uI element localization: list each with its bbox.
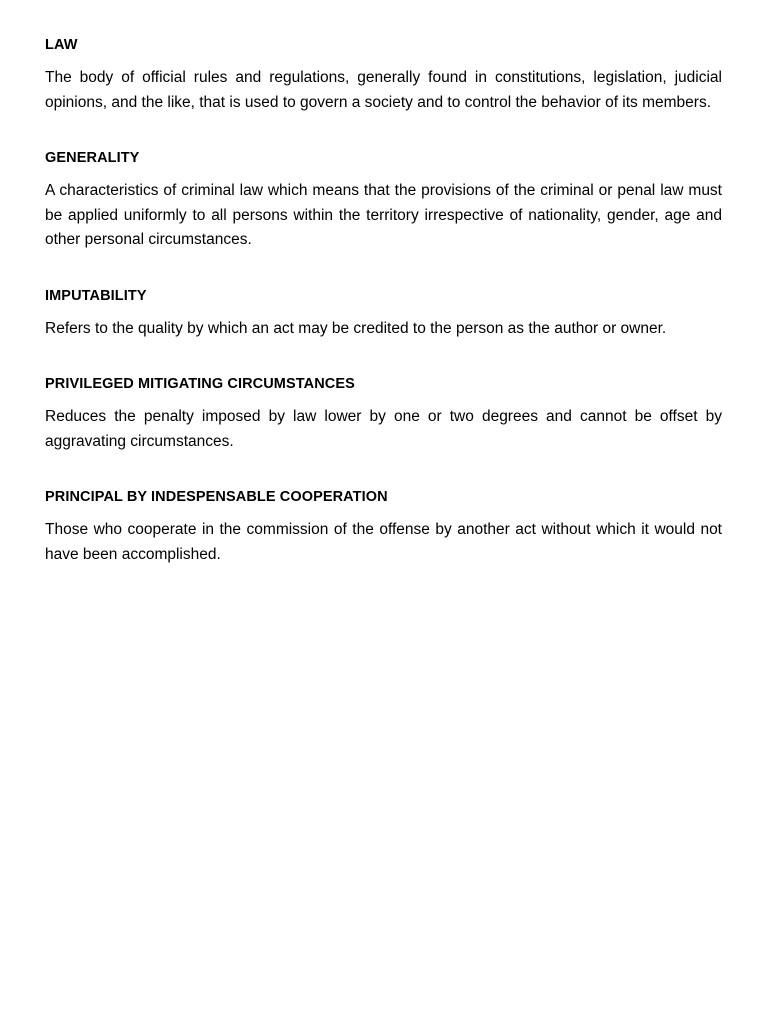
term-definition: Refers to the quality by which an act may be credited to the person as the author or owner. xyxy=(45,319,667,337)
glossary-entry-law xyxy=(45,36,722,115)
term-heading: IMPUTABILITY xyxy=(45,287,147,304)
term-heading: PRINCIPAL BY INDESPENSABLE COOPERATION xyxy=(45,489,388,505)
term-heading: PRIVILEGED MITIGATING CIRCUMSTANCES xyxy=(45,376,355,392)
term-definition: Reduces the penalty imposed by law lower by one or two degrees and cannot be offset by aggravating circumstances. xyxy=(45,408,722,450)
glossary-entry-principal-cooperation xyxy=(45,488,722,567)
glossary-entry-imputability xyxy=(45,287,722,342)
term-definition: Those who cooperate in the commission of the offense by another act without which it would not have been accomplished. xyxy=(45,521,722,563)
term-heading: LAW xyxy=(45,37,78,53)
term-definition: The body of official rules and regulations, generally found in constitutions, legislation, judicial opinions, and the like, that is used to govern a society and to control the behavior of its members. xyxy=(45,69,722,111)
term-definition: A characteristics of criminal law which means that the provisions of the criminal or penal law must be applied uniformly to all persons within the territory irrespective of nationality, gender, age and other personal circumstances. xyxy=(45,182,722,248)
term-heading: GENERALITY xyxy=(45,150,140,166)
glossary-entry-privileged-mitigating xyxy=(45,375,722,454)
glossary-entry-generality xyxy=(45,149,722,253)
